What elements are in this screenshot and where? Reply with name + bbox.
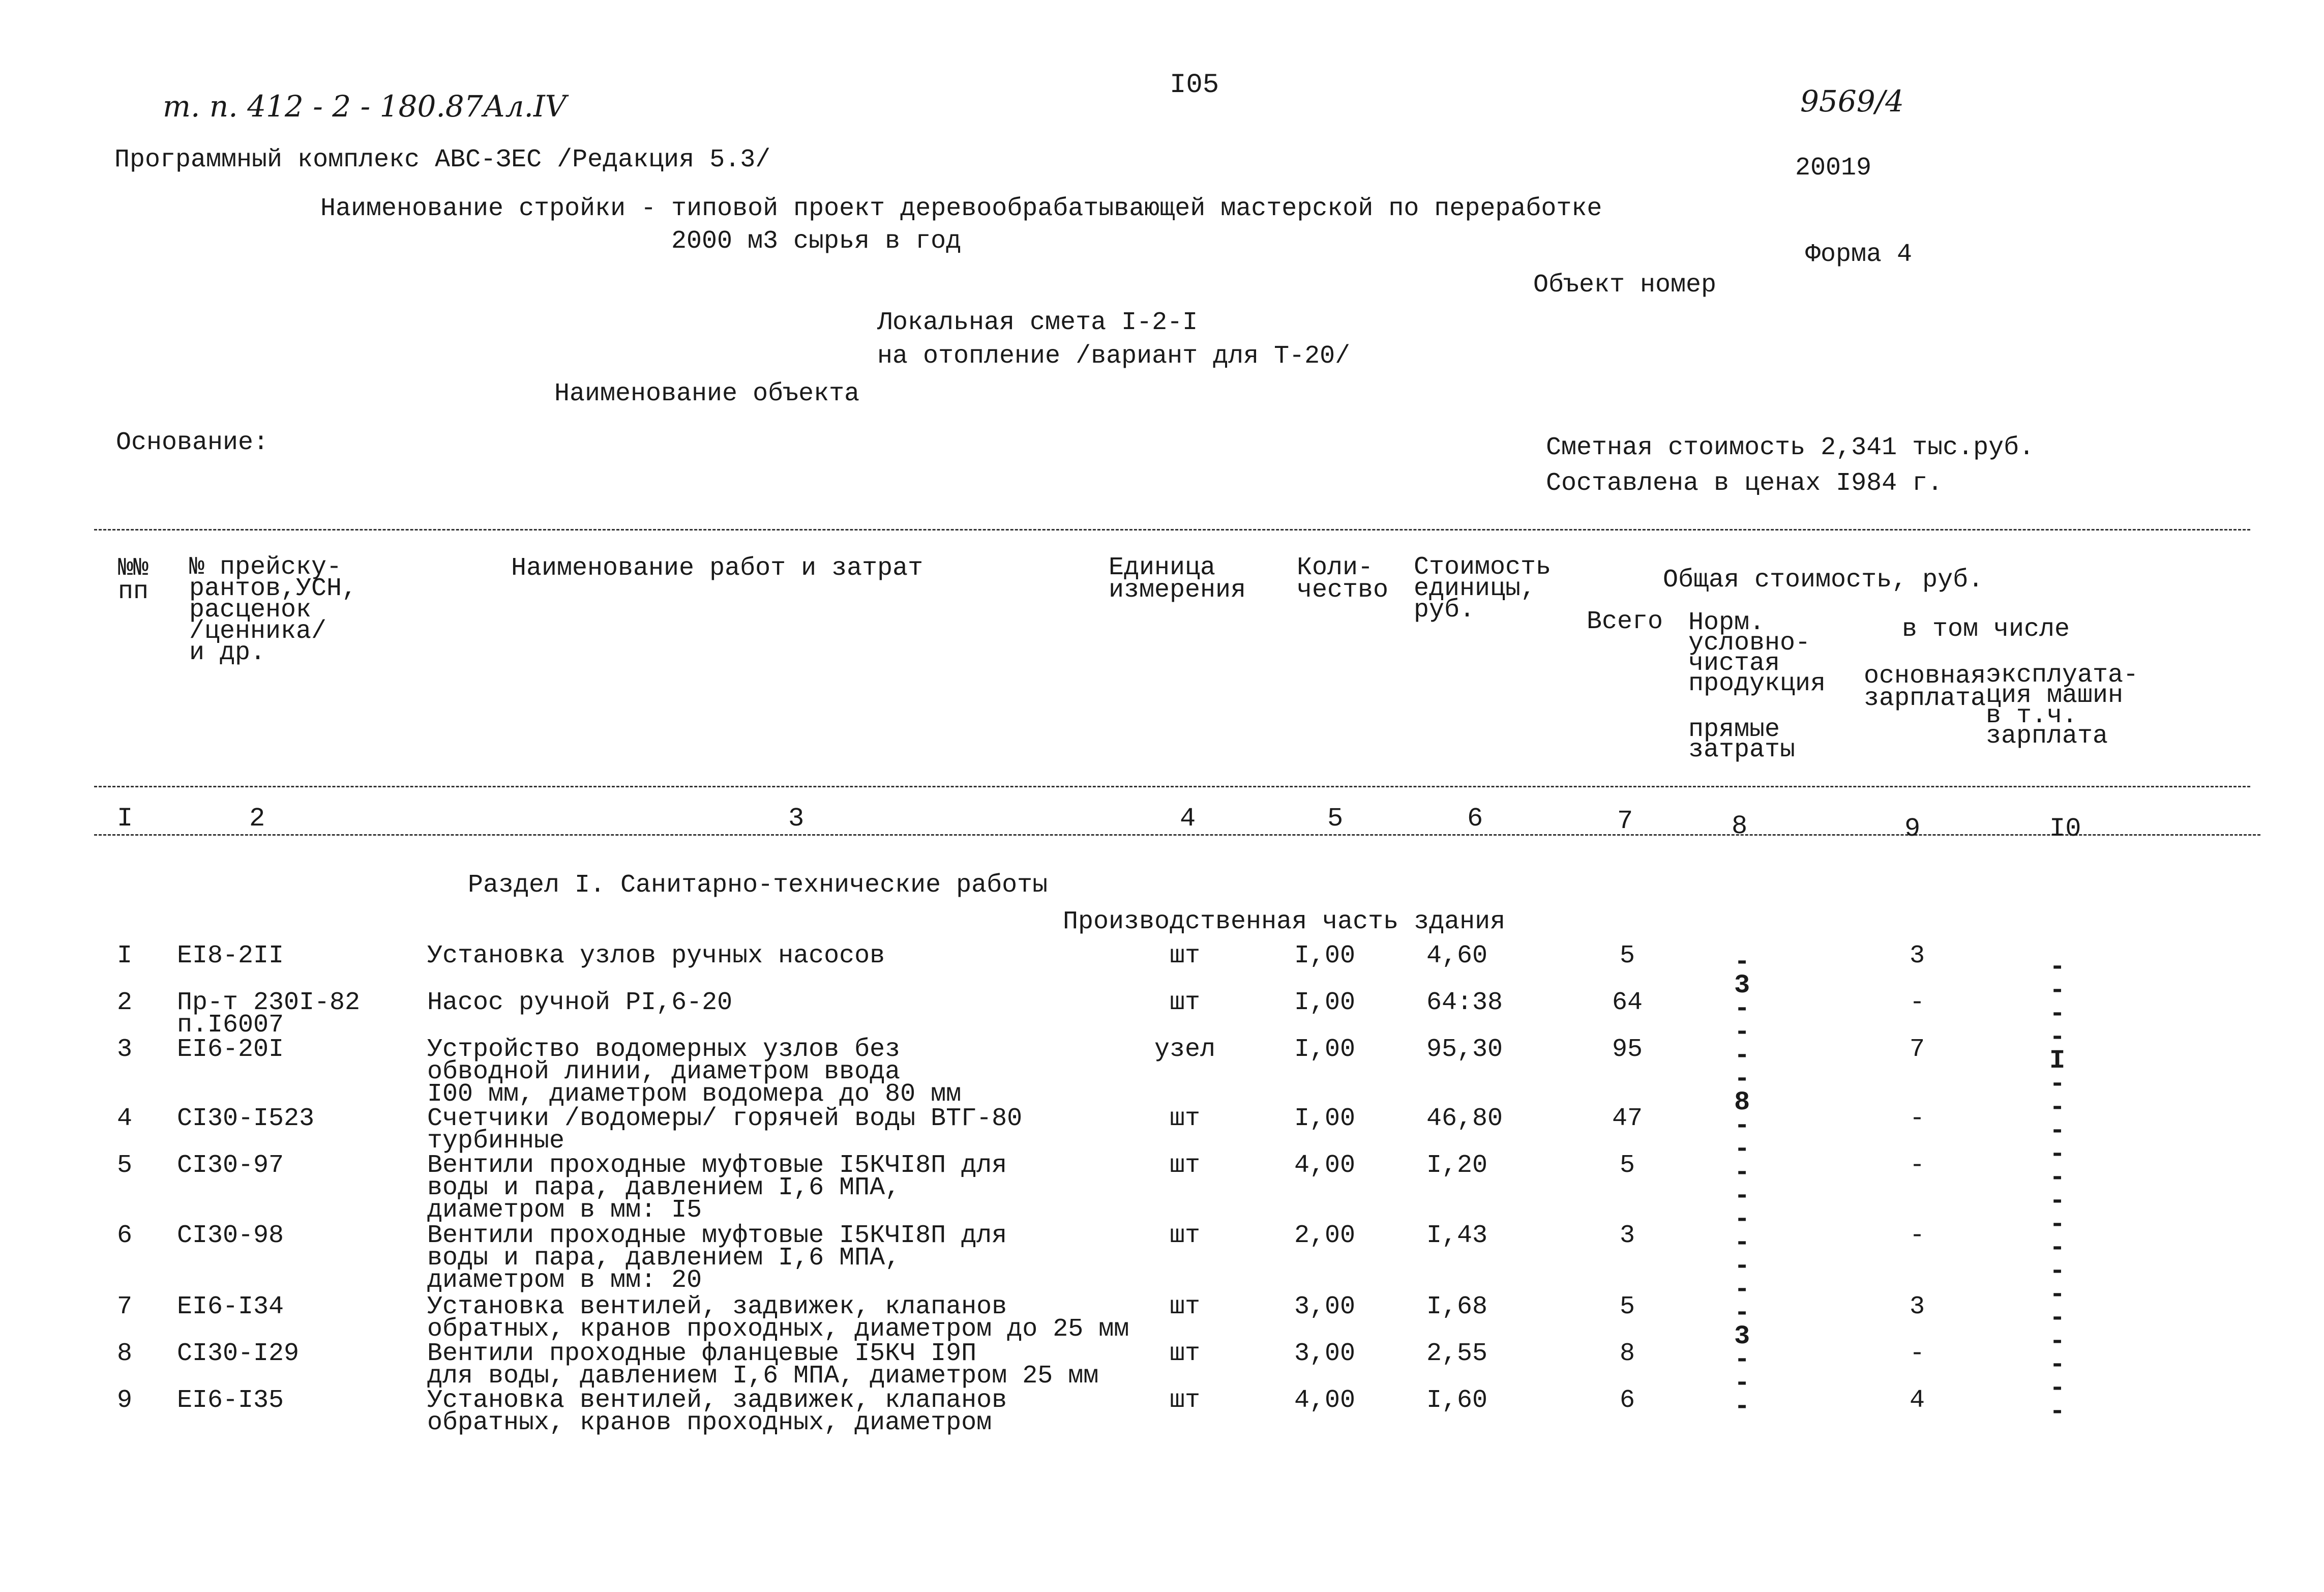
row-total: 5	[1619, 941, 1635, 970]
row-unit: шт	[1169, 1386, 1200, 1415]
row-total: 64	[1612, 988, 1643, 1017]
col10-mark: -	[2049, 952, 2066, 982]
row-total: 47	[1612, 1104, 1643, 1133]
row-wage: -	[1909, 988, 1925, 1017]
col10-mark: -	[2049, 1256, 2066, 1286]
row-total: 5	[1619, 1151, 1635, 1180]
row-number: 6	[117, 1221, 133, 1250]
col-header-8: Норм. условно- чистая продукция	[1688, 608, 1826, 698]
col10-mark: -	[2049, 999, 2066, 1029]
row-price: I,60	[1426, 1386, 1488, 1415]
col10-mark: -	[2049, 1116, 2066, 1146]
row-wage: -	[1909, 1221, 1925, 1250]
construction-title-line1: Наименование стройки - типовой проект деревообрабатывающей мастерской по переработке	[320, 194, 1602, 223]
col10-mark: -	[2049, 1163, 2066, 1193]
row-number: 5	[117, 1151, 133, 1180]
row-qty: 3,00	[1294, 1292, 1356, 1321]
header-top-rule	[94, 529, 2250, 530]
col8-mark: -	[1734, 1228, 1750, 1258]
row-code: CI30-97	[177, 1151, 284, 1180]
col8-mark: -	[1734, 1064, 1750, 1094]
col10-mark: -	[2049, 1210, 2066, 1240]
row-wage: 3	[1909, 1292, 1925, 1321]
total-cost-header: Общая стоимость, руб.	[1663, 566, 1984, 595]
row-name: Насос ручной PI,6-20	[427, 988, 733, 1017]
col-number: 5	[1327, 804, 1344, 834]
col10-mark: -	[2049, 1069, 2066, 1099]
col8-mark: -	[1734, 1392, 1750, 1422]
col-header-7: Всего	[1587, 607, 1663, 636]
col-header-3: Наименование работ и затрат	[511, 554, 923, 583]
page-number: I05	[1170, 70, 1219, 101]
row-code: CI30-I29	[177, 1339, 300, 1368]
row-qty: I,00	[1294, 1035, 1356, 1064]
row-unit: шт	[1169, 1151, 1200, 1180]
col-number: I0	[2049, 814, 2081, 844]
row-code: Пр-т 230I-82 п.I6007	[177, 988, 361, 1040]
col-number: 9	[1904, 814, 1921, 844]
col-header-2: № прейску- рантов,УСН, расценок /ценника/ и др.	[189, 553, 357, 667]
col8-mark: -	[1734, 994, 1750, 1024]
including-header: в том числе	[1902, 615, 2070, 644]
col-header-8b: прямые затраты	[1688, 715, 1796, 764]
row-total: 3	[1619, 1221, 1635, 1250]
row-price: 4,60	[1426, 941, 1488, 970]
row-qty: 4,00	[1294, 1386, 1356, 1415]
col-number: 4	[1180, 804, 1196, 834]
row-name: Вентили проходные муфтовые I5КЧI8П для воды и пара, давлением I,6 МПА, диаметром в мм: I5	[427, 1151, 1007, 1225]
row-number: 9	[117, 1386, 133, 1415]
row-qty: 4,00	[1294, 1151, 1356, 1180]
col10-mark: -	[2049, 1373, 2066, 1403]
row-qty: I,00	[1294, 988, 1356, 1017]
col10-mark: -	[2049, 1139, 2066, 1169]
col10-mark: -	[2049, 1093, 2066, 1123]
col-header-4: Единица измерения	[1109, 553, 1246, 605]
row-number: 7	[117, 1292, 133, 1321]
col8-mark: -	[1734, 947, 1750, 977]
row-wage: -	[1909, 1104, 1925, 1133]
row-wage: -	[1909, 1339, 1925, 1368]
row-wage: 3	[1909, 941, 1925, 970]
col-number: 6	[1467, 804, 1483, 834]
col8-mark: -	[1734, 1204, 1750, 1234]
row-number: 2	[117, 988, 133, 1017]
col8-mark: 8	[1734, 1087, 1750, 1117]
row-price: 95,30	[1426, 1035, 1503, 1064]
row-qty: I,00	[1294, 1104, 1356, 1133]
row-number: 4	[117, 1104, 133, 1133]
col8-mark: -	[1734, 1041, 1750, 1071]
row-unit: шт	[1169, 1292, 1200, 1321]
col10-mark: -	[2049, 1397, 2066, 1427]
row-code: CI30-98	[177, 1221, 284, 1250]
row-total: 6	[1619, 1386, 1635, 1415]
col10-mark: -	[2049, 1280, 2066, 1310]
col10-mark: -	[2049, 1326, 2066, 1357]
row-number: I	[117, 941, 133, 970]
row-price: I,43	[1426, 1221, 1488, 1250]
col-number: 3	[788, 804, 805, 834]
col-header-6: Стоимость единицы, руб.	[1414, 553, 1552, 625]
row-price: I,20	[1426, 1151, 1488, 1180]
doc-number: 20019	[1795, 154, 1872, 183]
row-wage: -	[1909, 1151, 1925, 1180]
col-number: I	[117, 804, 133, 834]
col10-mark: -	[2049, 1186, 2066, 1216]
col8-mark: -	[1734, 1251, 1750, 1281]
row-name: Вентили проходные муфтовые I5КЧI8П для воды и пара, давлением I,6 МПА, диаметром в мм: 20	[427, 1221, 1007, 1295]
row-price: 46,80	[1426, 1104, 1503, 1133]
estimated-cost: Сметная стоимость 2,341 тыс.руб.	[1546, 433, 2035, 462]
col-header-1: №№ пп	[118, 554, 149, 606]
row-name: Установка вентилей, задвижек, клапанов обратных, кранов проходных, диаметром до 25 мм	[427, 1292, 1129, 1344]
stamp-number: 9569/4	[1800, 84, 1904, 119]
row-code: EI6-20I	[177, 1035, 284, 1064]
row-name: Устройство водомерных узлов без обводной линии, диаметром ввода I00 мм, диаметром водомера до 80 мм	[427, 1035, 962, 1109]
row-wage: 4	[1909, 1386, 1925, 1415]
col-number: 2	[249, 804, 265, 834]
col-number: 7	[1617, 806, 1633, 836]
row-number: 3	[117, 1035, 133, 1064]
col8-mark: -	[1734, 1275, 1750, 1305]
row-code: EI6-I35	[177, 1386, 284, 1415]
col-header-10: эксплуата- ция машин в т.ч. зарплата	[1986, 661, 2139, 751]
object-number-label: Объект номер	[1533, 271, 1717, 300]
col8-mark: -	[1734, 1298, 1750, 1328]
row-name: Установка узлов ручных насосов	[427, 941, 885, 970]
col10-mark: -	[2049, 1303, 2066, 1333]
col-header-9: основная зарплата	[1864, 662, 1986, 713]
row-name: Счетчики /водомеры/ горячей воды ВТГ-80 турбинные	[427, 1104, 1023, 1156]
section-title: Раздел I. Санитарно-технические работы	[468, 871, 1048, 900]
row-name: Установка вентилей, задвижек, клапанов обратных, кранов проходных, диаметром	[427, 1386, 1007, 1437]
col8-mark: -	[1734, 1134, 1750, 1164]
col10-mark: -	[2049, 1233, 2066, 1263]
form-label: Форма 4	[1805, 240, 1913, 269]
col10-mark: -	[2049, 976, 2066, 1006]
row-unit: узел	[1154, 1035, 1216, 1064]
col10-mark: -	[2049, 1022, 2066, 1052]
row-price: 2,55	[1426, 1339, 1488, 1368]
col10-mark: -	[2049, 1350, 2066, 1380]
col8-mark: -	[1734, 1158, 1750, 1188]
row-name: Вентили проходные фланцевые I5КЧ I9П для воды, давлением I,6 МПА, диаметром 25 мм	[427, 1339, 1099, 1391]
row-code: CI30-I523	[177, 1104, 315, 1133]
program-name: Программный комплекс АВС-ЗЕС /Редакция 5.3/	[114, 145, 771, 174]
row-wage: 7	[1909, 1035, 1925, 1064]
construction-title-line2: 2000 м3 сырья в год	[671, 227, 962, 256]
row-total: 95	[1612, 1035, 1643, 1064]
col8-mark: 3	[1734, 1321, 1750, 1351]
col10-mark: I	[2049, 1046, 2066, 1076]
col8-mark: -	[1734, 1181, 1750, 1211]
estimate-title-line1: Локальная смета I-2-I	[877, 308, 1198, 337]
col8-mark: -	[1734, 1111, 1750, 1141]
header-bottom-rule	[94, 834, 2260, 836]
object-name-label: Наименование объекта	[554, 379, 860, 408]
row-unit: шт	[1169, 988, 1200, 1017]
estimate-title-line2: на отопление /вариант для Т-20/	[877, 342, 1351, 371]
project-code: т. п. 412 - 2 - 180.87Ал.IV	[163, 89, 567, 124]
row-total: 5	[1619, 1292, 1635, 1321]
row-qty: I,00	[1294, 941, 1356, 970]
row-qty: 3,00	[1294, 1339, 1356, 1368]
col-header-5: Коли- чество	[1297, 553, 1389, 605]
col8-mark: -	[1734, 1345, 1750, 1375]
row-price: I,68	[1426, 1292, 1488, 1321]
basis-label: Основание:	[116, 428, 269, 457]
row-unit: шт	[1169, 1339, 1200, 1368]
col-number: 8	[1732, 811, 1748, 841]
row-price: 64:38	[1426, 988, 1503, 1017]
header-mid-rule	[94, 786, 2250, 787]
prices-year: Составлена в ценах I984 г.	[1546, 469, 1943, 498]
row-code: EI6-I34	[177, 1292, 284, 1321]
col8-mark: -	[1734, 1368, 1750, 1398]
col8-mark: 3	[1734, 970, 1750, 1000]
row-number: 8	[117, 1339, 133, 1368]
row-unit: шт	[1169, 1221, 1200, 1250]
col8-mark: -	[1734, 1017, 1750, 1047]
row-qty: 2,00	[1294, 1221, 1356, 1250]
row-unit: шт	[1169, 1104, 1200, 1133]
row-code: EI8-2II	[177, 941, 284, 970]
row-unit: шт	[1169, 941, 1200, 970]
subsection-title: Производственная часть здания	[1063, 907, 1506, 936]
row-total: 8	[1619, 1339, 1635, 1368]
